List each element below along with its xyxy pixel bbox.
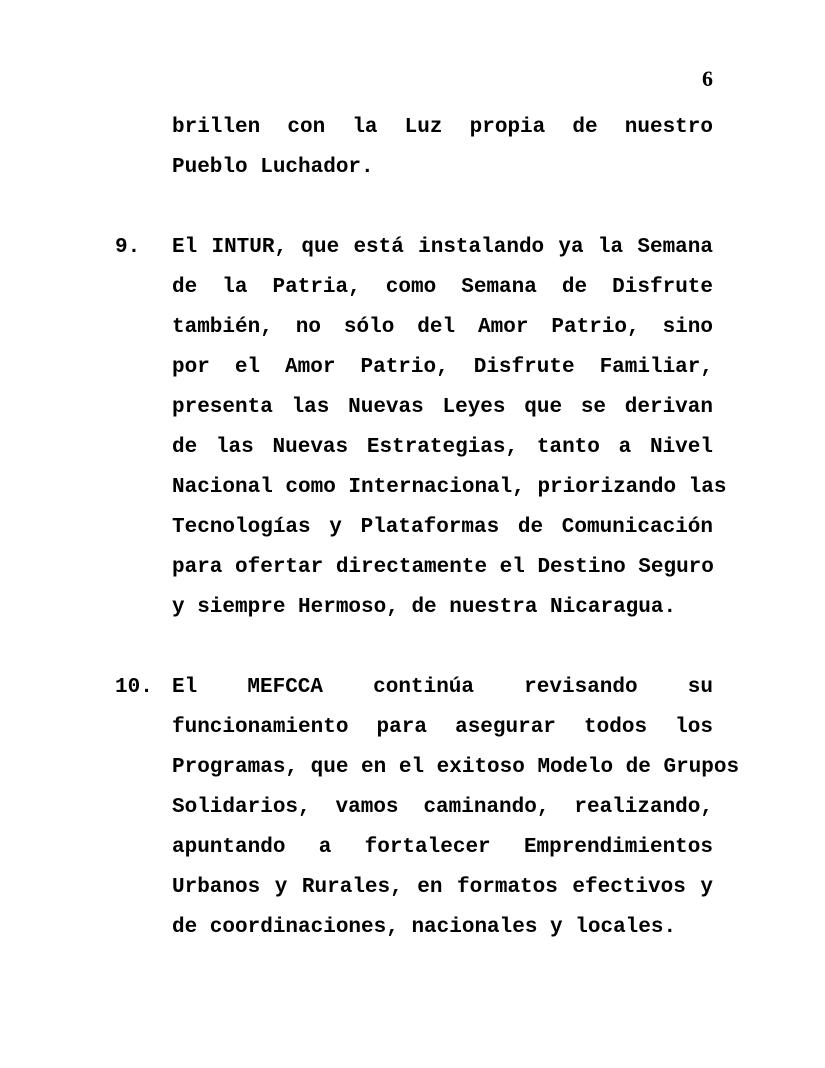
text-line: Solidarios, vamos caminando, realizando, [172,796,713,819]
text-line: brillen con la Luz propia de nuestro [172,116,713,139]
continuation-paragraph [115,108,713,188]
text-line: apuntando a fortalecer Emprendimientos [172,836,713,859]
text-line: de coordinaciones, nacionales y locales. [172,916,677,939]
document-body [115,108,740,948]
text-line: Nacional como Internacional, priorizando las [172,476,727,499]
text-line: para ofertar directamente el Destino Seguro [172,556,714,579]
list-item-9 [115,228,727,628]
text-line: y siempre Hermoso, de nuestra Nicaragua. [172,596,677,619]
item-number: 9. [115,236,141,259]
list-item-10 [115,668,740,948]
page-number: 6 [702,66,713,91]
text-line: de las Nuevas Estrategias, tanto a Nivel [172,436,713,459]
text-line: presenta las Nuevas Leyes que se derivan [172,396,713,419]
text-line: también, no sólo del Amor Patrio, sino [172,316,713,339]
text-line: El MEFCCA continúa revisando su [172,676,713,699]
text-line: funcionamiento para asegurar todos los [172,716,713,739]
text-line: Pueblo Luchador. [172,156,374,179]
text-line: El INTUR, que está instalando ya la Semana [172,236,713,259]
text-line: por el Amor Patrio, Disfrute Familiar, [172,356,713,379]
text-line: Tecnologías y Plataformas de Comunicación [172,516,713,539]
item-number: 10. [115,676,153,699]
text-line: Urbanos y Rurales, en formatos efectivos y [172,876,713,899]
text-line: de la Patria, como Semana de Disfrute [172,276,713,299]
text-line: Programas, que en el exitoso Modelo de Grupos [172,756,740,779]
